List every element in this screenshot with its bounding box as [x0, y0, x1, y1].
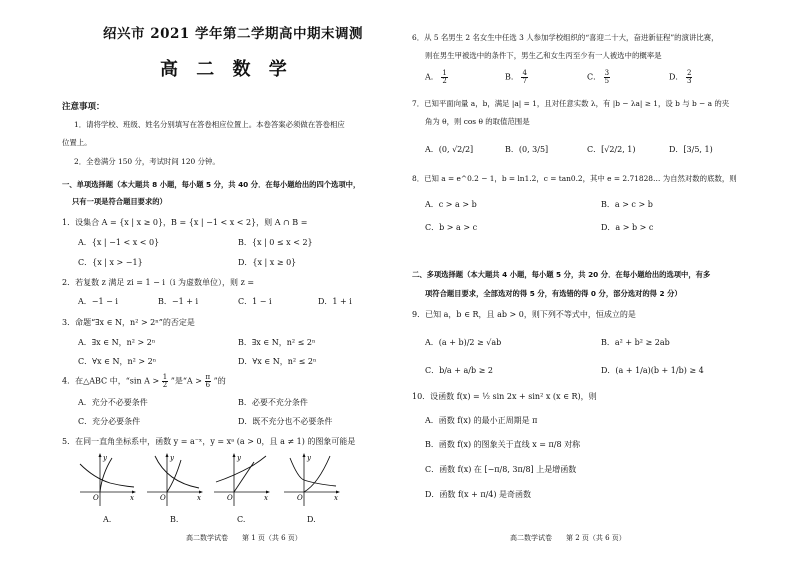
question-4-fraction-half	[162, 374, 168, 389]
svg-text:x: x	[197, 494, 201, 502]
fraction-denominator: 7	[522, 77, 527, 85]
question-4	[62, 374, 226, 389]
question-4-option-b[interactable]: B．必要不充分条件	[238, 398, 308, 407]
question-6-cont: 则在男生甲被选中的条件下，男生乙和女生丙至少有一人被选中的概率是	[425, 51, 662, 60]
exam-title: 绍兴市 2021 学年第二学期高中期末调测	[103, 26, 363, 42]
option-label: B．	[505, 72, 519, 82]
svg-text:O: O	[93, 494, 99, 502]
graph-d-label: D.	[307, 515, 316, 524]
question-7-option-a[interactable]: A．(0, √2/2]	[425, 145, 474, 154]
question-4-fraction-pi-6	[205, 374, 212, 389]
question-5-graph-c[interactable]	[212, 452, 272, 508]
question-7-option-d[interactable]: D．[3/5, 1)	[669, 145, 713, 154]
option-label: A．	[425, 72, 439, 82]
graph-c-label: C.	[237, 515, 246, 524]
question-2-option-c[interactable]: C．1 − i	[238, 297, 272, 306]
svg-text:O: O	[227, 494, 233, 502]
option-fraction	[686, 70, 692, 85]
option-label: D．	[669, 72, 684, 82]
section-2-heading-cont: 项符合题目要求，全部选对的得 5 分，有选错的得 0 分，部分选对的得 2 分）	[425, 289, 682, 298]
question-5: 5．在同一直角坐标系中，函数 y = a⁻ˣ，y = xᵃ (a > 0，且 a ≠ 1) 的图象可能是	[62, 437, 356, 446]
fraction-numerator: 2	[686, 69, 692, 77]
question-3-option-a[interactable]: A．∃x ∈ N，n² > 2ⁿ	[78, 338, 156, 347]
notice-line-1b: 位置上。	[62, 138, 92, 147]
svg-text:x: x	[264, 494, 268, 502]
notice-line-2: 2．全卷满分 150 分，考试时间 120 分钟。	[74, 157, 220, 166]
question-7-option-c[interactable]: C．[√2/2, 1)	[587, 145, 636, 154]
question-3: 3．命题“∃x ∈ N，n² > 2ⁿ”的否定是	[62, 318, 195, 327]
notice-line-1a: 1．请将学校、班级、姓名分别填写在答卷相应位置上。本卷答案必须做在答卷相应	[74, 120, 345, 129]
fraction-numerator: π	[205, 373, 211, 381]
question-4-text-pre: 4．在△ABC 中，“sin A >	[62, 376, 160, 386]
question-9-option-c[interactable]: C．b/a + a/b ≥ 2	[425, 366, 493, 375]
fraction-numerator: 4	[522, 69, 527, 77]
graph-a-label: A.	[103, 515, 112, 524]
question-1: 1．设集合 A = {x | x ≥ 0}，B = {x | −1 < x < 2}，则 A ∩ B =	[62, 218, 308, 227]
section-2-heading: 二、多项选择题（本大题共 4 小题，每小题 5 分，共 20 分．在每小题给出的选项中，有多	[412, 270, 711, 279]
page-footer-1: 高二数学试卷 第 1 页（共 6 页）	[186, 534, 302, 542]
question-2: 2．若复数 z 满足 zi = 1 − i（i 为虚数单位），则 z =	[62, 278, 255, 287]
question-6: 6．从 5 名男生 2 名女生中任选 3 人参加学校组织的“喜迎二十大，奋进新征程”的演讲比赛，	[412, 33, 719, 42]
question-5-graph-d[interactable]	[282, 452, 342, 508]
question-2-option-b[interactable]: B．−1 + i	[158, 297, 199, 306]
fraction-numerator: 1	[442, 69, 447, 77]
svg-text:y: y	[103, 454, 107, 462]
fraction-numerator: 1	[162, 373, 168, 381]
question-3-option-b[interactable]: B．∃x ∈ N，n² ≤ 2ⁿ	[238, 338, 316, 347]
question-8-option-a[interactable]: A．c > a > b	[425, 200, 477, 209]
option-fraction	[521, 70, 527, 85]
question-4-text-mid: ”是“A >	[170, 376, 202, 386]
fraction-denominator: 6	[205, 381, 211, 389]
question-7-option-b[interactable]: B．(0, 3/5]	[505, 145, 549, 154]
svg-text:x: x	[130, 494, 134, 502]
question-8-option-b[interactable]: B．a > c > b	[601, 200, 653, 209]
question-6-option-b[interactable]	[505, 70, 528, 85]
svg-text:x: x	[334, 494, 338, 502]
graph-b-label: B.	[170, 515, 179, 524]
question-7: 7．已知平面向量 a，b，满足 |a| = 1，且对任意实数 λ，有 |b − λa| ≥ 1，设 b 与 b − a 的夹	[412, 99, 730, 108]
question-6-option-d[interactable]	[669, 70, 692, 85]
question-3-option-d[interactable]: D．∀x ∈ N，n² ≤ 2ⁿ	[238, 357, 317, 366]
question-8-option-c[interactable]: C．b > a > c	[425, 223, 478, 232]
fraction-denominator: 2	[162, 381, 168, 389]
question-8: 8．已知 a = e^0.2 − 1，b = ln1.2，c = tan0.2，其中 e = 2.71828… 为自然对数的底数，则	[412, 174, 737, 183]
question-10: 10．设函数 f(x) = ½ sin 2x + sin² x (x ∈ R)，则	[412, 392, 597, 401]
svg-text:y: y	[170, 454, 174, 462]
question-1-option-a[interactable]: A．{x | −1 < x < 0}	[78, 238, 160, 247]
question-4-option-a[interactable]: A．充分不必要条件	[78, 398, 148, 407]
question-10-option-b[interactable]: B．函数 f(x) 的图象关于直线 x = π/8 对称	[425, 440, 581, 449]
question-9-option-b[interactable]: B．a² + b² ≥ 2ab	[601, 338, 670, 347]
question-2-option-d[interactable]: D．1 + i	[318, 297, 352, 306]
question-1-option-d[interactable]: D．{x | x ≥ 0}	[238, 258, 297, 267]
exam-page-2	[397, 0, 794, 561]
option-label: C．	[587, 72, 602, 82]
question-6-option-c[interactable]	[587, 70, 610, 85]
page-footer-2: 高二数学试卷 第 2 页（共 6 页）	[510, 534, 626, 542]
option-fraction	[604, 70, 610, 85]
question-7-cont: 角为 θ，则 cos θ 的取值范围是	[425, 117, 530, 126]
svg-text:y: y	[307, 454, 311, 462]
fraction-numerator: 3	[604, 69, 610, 77]
option-fraction	[441, 70, 447, 85]
fraction-denominator: 3	[686, 77, 692, 85]
question-5-graph-b[interactable]	[145, 452, 205, 508]
question-4-text-post: ”的	[213, 376, 226, 386]
svg-text:y: y	[237, 454, 241, 462]
question-8-option-d[interactable]: D．a > b > c	[601, 223, 654, 232]
question-6-option-a[interactable]	[425, 70, 448, 85]
question-1-option-c[interactable]: C．{x | x > −1}	[78, 258, 143, 267]
question-9-option-a[interactable]: A．(a + b)/2 ≥ √ab	[425, 338, 502, 347]
fraction-denominator: 2	[442, 77, 447, 85]
question-10-option-d[interactable]: D．函数 f(x + π/4) 是奇函数	[425, 490, 532, 499]
question-4-option-d[interactable]: D．既不充分也不必要条件	[238, 417, 333, 426]
question-3-option-c[interactable]: C．∀x ∈ N，n² > 2ⁿ	[78, 357, 157, 366]
question-9-option-d[interactable]: D．(a + 1/a)(b + 1/b) ≥ 4	[601, 366, 704, 375]
question-2-option-a[interactable]: A．−1 − i	[78, 297, 118, 306]
question-10-option-c[interactable]: C．函数 f(x) 在 [−π/8, 3π/8] 上是增函数	[425, 465, 577, 474]
exam-subtitle: 高 二 数 学	[160, 59, 293, 80]
section-1-heading: 一、单项选择题（本大题共 8 小题，每小题 5 分，共 40 分．在每小题给出的四个选项中，	[62, 180, 361, 189]
fraction-denominator: 5	[604, 77, 610, 85]
notice-heading: 注意事项：	[62, 102, 105, 112]
section-1-heading-cont: 只有一项是符合题目要求的）	[72, 197, 167, 206]
question-9: 9．已知 a，b ∈ R，且 ab > 0，则下列不等式中，恒成立的是	[412, 310, 636, 319]
svg-text:O: O	[160, 494, 166, 502]
question-1-option-b[interactable]: B．{x | 0 ≤ x < 2}	[238, 238, 313, 247]
question-4-option-c[interactable]: C．充分必要条件	[78, 417, 141, 426]
svg-text:O: O	[297, 494, 303, 502]
question-5-graph-a[interactable]	[78, 452, 138, 508]
question-10-option-a[interactable]: A．函数 f(x) 的最小正周期是 π	[425, 416, 538, 425]
